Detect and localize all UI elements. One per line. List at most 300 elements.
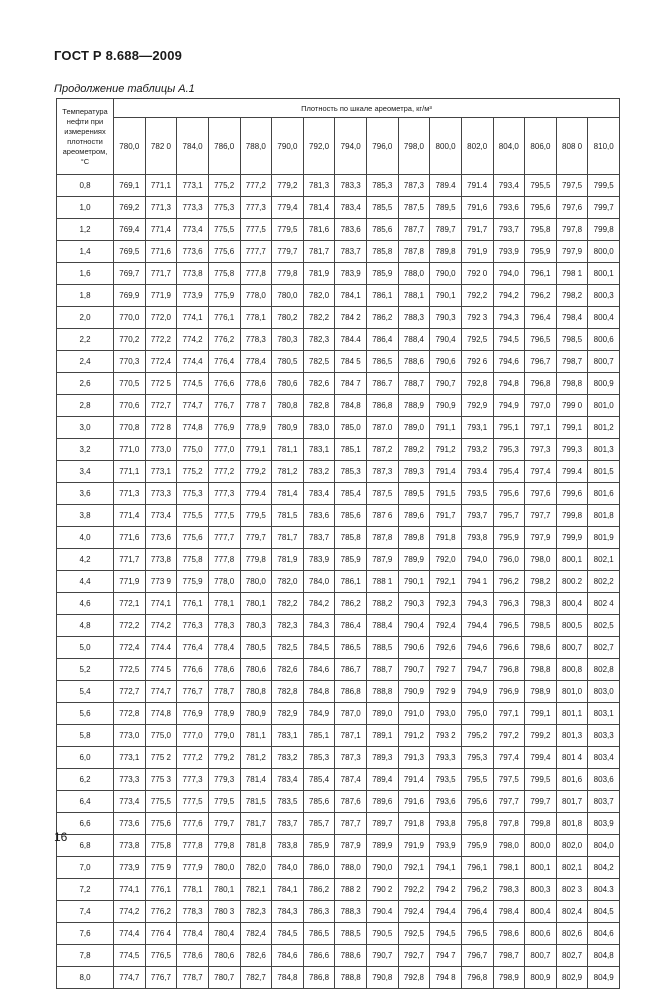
density-cell: 790,5: [367, 923, 399, 945]
density-cell: 773,6: [145, 527, 177, 549]
density-cell: 783,7: [303, 527, 335, 549]
density-cell: 776,6: [208, 373, 240, 395]
density-cell: 794,6: [493, 351, 525, 373]
density-cell: 774,5: [114, 945, 146, 967]
density-cell: 780,6: [208, 945, 240, 967]
density-cell: 791,7: [461, 219, 493, 241]
density-column-header: 798,0: [398, 118, 430, 175]
density-cell: 770,8: [114, 417, 146, 439]
table-row: [57, 593, 620, 615]
density-cell: 781,2: [240, 747, 272, 769]
density-cell: 794 8: [430, 967, 462, 989]
density-cell: 774,1: [177, 307, 209, 329]
density-cell: 799,1: [525, 703, 557, 725]
temperature-cell: 4,4: [57, 571, 114, 593]
density-cell: 803,7: [588, 791, 620, 813]
density-cell: 799,7: [588, 197, 620, 219]
density-cell: 775,8: [145, 835, 177, 857]
density-cell: 792,9: [461, 395, 493, 417]
density-cell: 800,1: [556, 549, 588, 571]
density-cell: 777,5: [240, 219, 272, 241]
density-cell: 788,6: [335, 945, 367, 967]
density-cell: 774,8: [177, 417, 209, 439]
density-cell: 790,4: [430, 329, 462, 351]
density-cell: 771,6: [114, 527, 146, 549]
density-cell: 797,2: [493, 725, 525, 747]
density-cell: 776,7: [208, 395, 240, 417]
density-cell: 800,9: [525, 967, 557, 989]
density-cell: 782,4: [240, 923, 272, 945]
density-cell: 779.4: [240, 483, 272, 505]
density-cell: 804,6: [588, 923, 620, 945]
temperature-cell: 5,8: [57, 725, 114, 747]
density-cell: 771,6: [145, 241, 177, 263]
table-group-header-row: [57, 99, 620, 118]
table-row: [57, 197, 620, 219]
density-cell: 789,6: [367, 791, 399, 813]
density-cell: 787,5: [367, 483, 399, 505]
table-row: [57, 813, 620, 835]
density-cell: 781,2: [272, 461, 304, 483]
density-cell: 782,3: [303, 329, 335, 351]
density-cell: 797,8: [556, 219, 588, 241]
density-cell: 780,3: [240, 615, 272, 637]
density-cell: 791,6: [398, 791, 430, 813]
density-cell: 780,1: [208, 879, 240, 901]
density-cell: 787,9: [367, 549, 399, 571]
density-cell: 798,5: [556, 329, 588, 351]
density-cell: 793,9: [430, 835, 462, 857]
density-cell: 775,5: [208, 219, 240, 241]
density-cell: 769,7: [114, 263, 146, 285]
density-cell: 792,8: [398, 967, 430, 989]
table-body: [57, 175, 620, 989]
density-cell: 784.4: [335, 329, 367, 351]
density-cell: 784,8: [303, 681, 335, 703]
density-cell: 773,4: [114, 791, 146, 813]
table-row: [57, 923, 620, 945]
density-cell: 789,5: [398, 483, 430, 505]
density-cell: 778,0: [240, 285, 272, 307]
density-cell: 798,3: [525, 593, 557, 615]
density-cell: 785,5: [367, 197, 399, 219]
density-cell: 793 2: [430, 725, 462, 747]
density-cell: 786,8: [367, 395, 399, 417]
density-cell: 793,6: [430, 791, 462, 813]
density-cell: 778,7: [177, 967, 209, 989]
density-cell: 786,6: [303, 945, 335, 967]
density-cell: 787,5: [398, 197, 430, 219]
density-cell: 778,7: [208, 681, 240, 703]
density-cell: 771,7: [114, 549, 146, 571]
density-cell: 798,0: [525, 549, 557, 571]
density-cell: 793,7: [493, 219, 525, 241]
density-cell: 774,4: [114, 923, 146, 945]
density-cell: 786,0: [303, 857, 335, 879]
table-caption: Продолжение таблицы А.1: [54, 83, 195, 95]
density-cell: 786,4: [367, 329, 399, 351]
density-cell: 798,1: [493, 857, 525, 879]
density-cell: 793,9: [493, 241, 525, 263]
density-cell: 776,2: [208, 329, 240, 351]
density-cell: 777,8: [177, 835, 209, 857]
density-cell: 792,2: [461, 285, 493, 307]
density-cell: 788,3: [335, 901, 367, 923]
density-cell: 785,6: [303, 791, 335, 813]
density-cell: 775 9: [145, 857, 177, 879]
temperature-cell: 0,8: [57, 175, 114, 197]
density-cell: 798,0: [493, 835, 525, 857]
density-cell: 786,2: [367, 307, 399, 329]
density-cell: 779,0: [208, 725, 240, 747]
density-cell: 776,5: [145, 945, 177, 967]
density-cell: 772,4: [114, 637, 146, 659]
density-cell: 793,0: [430, 703, 462, 725]
density-cell: 790.4: [367, 901, 399, 923]
density-cell: 781,7: [272, 527, 304, 549]
density-cell: 778,4: [208, 637, 240, 659]
density-cell: 788,5: [367, 637, 399, 659]
density-cell: 796,7: [525, 351, 557, 373]
density-cell: 774,5: [177, 373, 209, 395]
density-cell: 778,1: [208, 593, 240, 615]
density-cell: 779,5: [240, 505, 272, 527]
density-cell: 799,5: [525, 769, 557, 791]
density-cell: 789,2: [398, 439, 430, 461]
density-table: [56, 98, 620, 989]
density-cell: 782,9: [272, 703, 304, 725]
density-cell: 796,1: [461, 857, 493, 879]
table-row: [57, 747, 620, 769]
density-cell: 798,9: [525, 681, 557, 703]
density-cell: 795,8: [525, 219, 557, 241]
density-cell: 792,4: [430, 615, 462, 637]
density-cell: 795,6: [525, 197, 557, 219]
density-cell: 800,3: [588, 285, 620, 307]
density-cell: 773,3: [145, 483, 177, 505]
density-cell: 773,3: [177, 197, 209, 219]
temperature-cell: 3,4: [57, 461, 114, 483]
density-cell: 779,7: [272, 241, 304, 263]
temperature-cell: 7,4: [57, 901, 114, 923]
density-cell: 791,3: [398, 747, 430, 769]
temperature-cell: 4,8: [57, 615, 114, 637]
temperature-cell: 3,2: [57, 439, 114, 461]
density-cell: 779,2: [208, 747, 240, 769]
density-cell: 796,5: [493, 615, 525, 637]
density-cell: 785,6: [367, 219, 399, 241]
density-cell: 800,8: [556, 659, 588, 681]
density-cell: 783,6: [335, 219, 367, 241]
density-cell: 798,6: [493, 923, 525, 945]
temperature-cell: 6,0: [57, 747, 114, 769]
density-cell: 797,7: [525, 505, 557, 527]
density-cell: 798,7: [493, 945, 525, 967]
density-cell: 800,6: [588, 329, 620, 351]
density-cell: 777,2: [177, 747, 209, 769]
density-cell: 777,2: [208, 461, 240, 483]
density-cell: 782,3: [272, 615, 304, 637]
density-cell: 779,5: [272, 219, 304, 241]
density-cell: 776 4: [145, 923, 177, 945]
density-cell: 798,2: [525, 571, 557, 593]
density-cell: 787,8: [398, 241, 430, 263]
density-cell: 772,0: [145, 307, 177, 329]
density-cell: 791,0: [398, 703, 430, 725]
temperature-cell: 7,0: [57, 857, 114, 879]
density-cell: 779,8: [208, 835, 240, 857]
density-cell: 791,5: [430, 483, 462, 505]
density-cell: 775,0: [145, 725, 177, 747]
density-cell: 783,6: [303, 505, 335, 527]
density-cell: 796,2: [493, 571, 525, 593]
density-cell: 771,9: [114, 571, 146, 593]
density-cell: 775,6: [177, 527, 209, 549]
density-cell: 802,0: [556, 835, 588, 857]
density-cell: 802,5: [588, 615, 620, 637]
density-cell: 789,6: [398, 505, 430, 527]
density-cell: 778,1: [240, 307, 272, 329]
temperature-cell: 3,6: [57, 483, 114, 505]
density-cell: 775 2: [145, 747, 177, 769]
density-cell: 793,5: [430, 769, 462, 791]
density-cell: 795,9: [461, 835, 493, 857]
density-cell: 797,1: [493, 703, 525, 725]
density-cell: 778,9: [208, 703, 240, 725]
density-cell: 799,6: [556, 483, 588, 505]
density-cell: 796,4: [525, 307, 557, 329]
density-cell: 798 1: [556, 263, 588, 285]
density-cell: 780,4: [208, 923, 240, 945]
table-row: [57, 703, 620, 725]
density-cell: 790,7: [430, 373, 462, 395]
density-cell: 776,9: [177, 703, 209, 725]
density-cell: 803,9: [588, 813, 620, 835]
density-cell: 776,1: [177, 593, 209, 615]
density-cell: 792 3: [461, 307, 493, 329]
density-cell: 780,6: [240, 659, 272, 681]
density-cell: 800,1: [525, 857, 557, 879]
density-cell: 804,5: [588, 901, 620, 923]
density-cell: 780,8: [272, 395, 304, 417]
density-column-header: 794,0: [335, 118, 367, 175]
density-cell: 800,0: [588, 241, 620, 263]
density-cell: 785,4: [303, 769, 335, 791]
density-cell: 799,8: [588, 219, 620, 241]
density-cell: 771,0: [114, 439, 146, 461]
density-cell: 801,3: [556, 725, 588, 747]
density-cell: 775,6: [145, 813, 177, 835]
density-cell: 783,9: [303, 549, 335, 571]
density-cell: 787,7: [398, 219, 430, 241]
density-cell: 777,7: [208, 527, 240, 549]
density-cell: 771,4: [114, 505, 146, 527]
density-cell: 779,3: [208, 769, 240, 791]
density-cell: 804,0: [588, 835, 620, 857]
density-cell: 786,4: [335, 615, 367, 637]
density-column-header: 790,0: [272, 118, 304, 175]
density-cell: 793,5: [461, 483, 493, 505]
density-cell: 774,2: [145, 615, 177, 637]
density-cell: 773,1: [145, 461, 177, 483]
density-cell: 801,0: [556, 681, 588, 703]
density-cell: 792,2: [398, 879, 430, 901]
density-cell: 782,6: [272, 659, 304, 681]
density-cell: 771,9: [145, 285, 177, 307]
density-cell: 772,1: [114, 593, 146, 615]
density-cell: 788,8: [335, 967, 367, 989]
density-cell: 787,3: [367, 461, 399, 483]
density-cell: 788,5: [335, 923, 367, 945]
density-cell: 775,0: [177, 439, 209, 461]
density-cell: 797,8: [493, 813, 525, 835]
density-cell: 796,2: [525, 285, 557, 307]
density-cell: 782,5: [272, 637, 304, 659]
density-cell: 800,1: [588, 263, 620, 285]
density-cell: 798,2: [556, 285, 588, 307]
density-cell: 771,1: [114, 461, 146, 483]
density-cell: 776,4: [208, 351, 240, 373]
density-cell: 800,6: [525, 923, 557, 945]
density-cell: 786,3: [303, 901, 335, 923]
density-cell: 773,4: [177, 219, 209, 241]
density-cell: 784,1: [335, 285, 367, 307]
density-column-header: 796,0: [367, 118, 399, 175]
density-cell: 785,3: [303, 747, 335, 769]
table-row: [57, 857, 620, 879]
density-cell: 783,7: [272, 813, 304, 835]
density-cell: 790,1: [398, 571, 430, 593]
density-cell: 790,1: [430, 285, 462, 307]
density-cell: 781,8: [240, 835, 272, 857]
density-cell: 787,6: [335, 791, 367, 813]
density-cell: 781,1: [272, 439, 304, 461]
density-cell: 775,3: [208, 197, 240, 219]
density-cell: 774,1: [114, 879, 146, 901]
density-cell: 800,7: [588, 351, 620, 373]
density-cell: 790,3: [430, 307, 462, 329]
density-cell: 791,9: [461, 241, 493, 263]
density-cell: 794 7: [430, 945, 462, 967]
density-cell: 783,2: [272, 747, 304, 769]
density-cell: 785,1: [303, 725, 335, 747]
density-cell: 785,8: [335, 527, 367, 549]
density-cell: 773,0: [145, 439, 177, 461]
density-cell: 788,8: [367, 681, 399, 703]
density-cell: 784 7: [335, 373, 367, 395]
density-cell: 782,7: [240, 967, 272, 989]
density-cell: 804,2: [588, 857, 620, 879]
density-cell: 794,9: [493, 395, 525, 417]
density-cell: 775,2: [177, 461, 209, 483]
density-cell: 788,7: [367, 659, 399, 681]
density-cell: 790,7: [367, 945, 399, 967]
density-cell: 775,8: [177, 549, 209, 571]
density-cell: 776,9: [208, 417, 240, 439]
temperature-cell: 1,2: [57, 219, 114, 241]
density-cell: 797,6: [525, 483, 557, 505]
density-cell: 776,7: [145, 967, 177, 989]
density-cell: 794,2: [493, 285, 525, 307]
density-cell: 778,6: [240, 373, 272, 395]
density-cell: 786,8: [303, 967, 335, 989]
table-row: [57, 395, 620, 417]
density-cell: 769,5: [114, 241, 146, 263]
density-cell: 798,8: [556, 373, 588, 395]
table-row: [57, 417, 620, 439]
density-cell: 778,6: [208, 659, 240, 681]
density-cell: 784,8: [272, 967, 304, 989]
density-cell: 789,8: [430, 241, 462, 263]
temperature-cell: 7,2: [57, 879, 114, 901]
table-row: [57, 945, 620, 967]
density-cell: 791,2: [398, 725, 430, 747]
density-cell: 797,4: [525, 461, 557, 483]
density-cell: 802,7: [556, 945, 588, 967]
density-cell: 795,9: [493, 527, 525, 549]
density-cell: 781,7: [240, 813, 272, 835]
density-cell: 786,7: [335, 659, 367, 681]
temperature-cell: 1,0: [57, 197, 114, 219]
density-cell: 775,9: [177, 571, 209, 593]
density-cell: 779,7: [240, 527, 272, 549]
density-cell: 799,8: [556, 505, 588, 527]
density-cell: 787,7: [335, 813, 367, 835]
density-cell: 796,5: [461, 923, 493, 945]
document-title: ГОСТ Р 8.688—2009: [54, 48, 183, 63]
density-cell: 773,3: [114, 769, 146, 791]
temperature-cell: 5,0: [57, 637, 114, 659]
density-cell: 778,3: [208, 615, 240, 637]
density-cell: 793,6: [493, 197, 525, 219]
density-cell: 796,8: [525, 373, 557, 395]
density-cell: 790,9: [398, 681, 430, 703]
density-cell: 783,1: [272, 725, 304, 747]
density-cell: 792,5: [461, 329, 493, 351]
density-cell: 774 5: [145, 659, 177, 681]
density-cell: 783,3: [335, 175, 367, 197]
density-column-header: 806,0: [525, 118, 557, 175]
density-cell: 774,4: [177, 351, 209, 373]
density-cell: 784,5: [303, 637, 335, 659]
density-cell: 789,8: [398, 527, 430, 549]
density-cell: 782,8: [272, 681, 304, 703]
density-cell: 790,9: [430, 395, 462, 417]
density-cell: 799,3: [556, 439, 588, 461]
density-cell: 770,0: [114, 307, 146, 329]
density-cell: 778,6: [177, 945, 209, 967]
density-cell: 794 2: [430, 879, 462, 901]
temperature-cell: 3,8: [57, 505, 114, 527]
table-row: [57, 549, 620, 571]
density-cell: 788,2: [367, 593, 399, 615]
density-cell: 773,9: [177, 285, 209, 307]
density-cell: 788 1: [367, 571, 399, 593]
density-cell: 781,4: [240, 769, 272, 791]
density-cell: 797,5: [556, 175, 588, 197]
density-cell: 777,5: [177, 791, 209, 813]
density-cell: 796,3: [493, 593, 525, 615]
density-cell: 800,0: [525, 835, 557, 857]
density-cell: 794,6: [461, 637, 493, 659]
table-row: [57, 373, 620, 395]
density-cell: 792,0: [430, 549, 462, 571]
density-cell: 799,9: [556, 527, 588, 549]
density-cell: 773,8: [114, 835, 146, 857]
density-cell: 790,4: [398, 615, 430, 637]
density-cell: 772,2: [145, 329, 177, 351]
density-cell: 789.4: [430, 175, 462, 197]
